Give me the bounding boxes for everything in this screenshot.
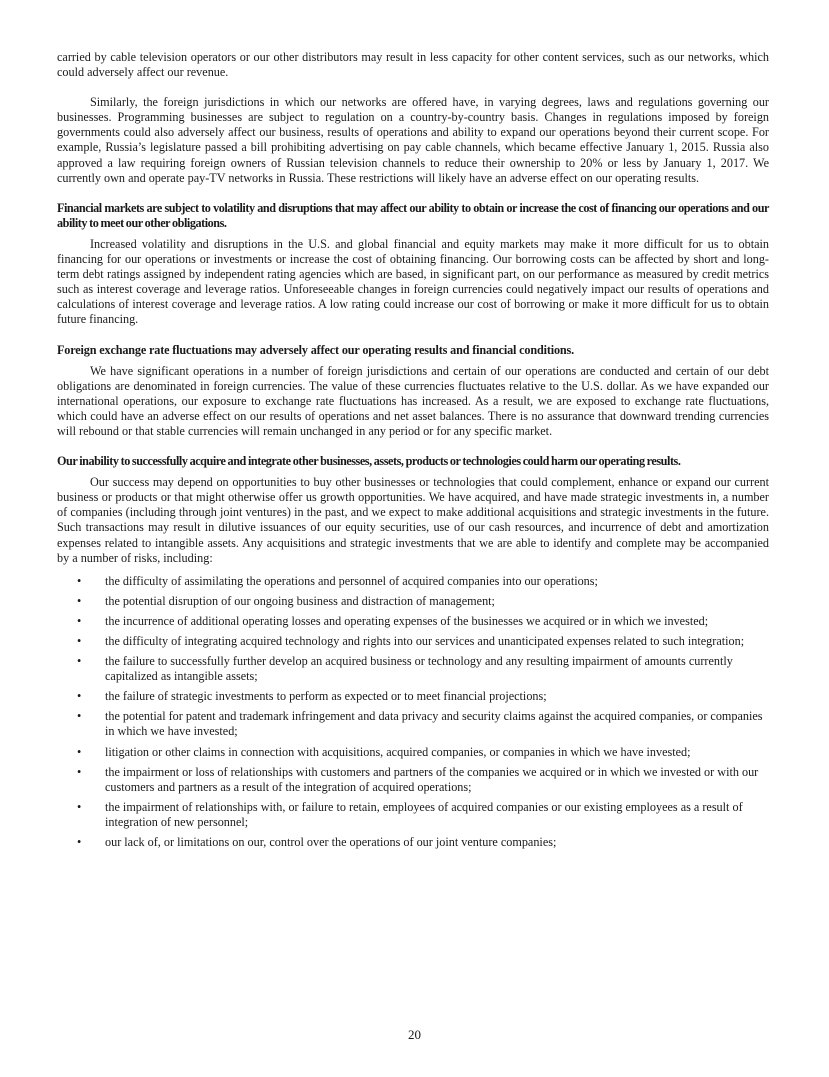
section-body-acquisitions: Our success may depend on opportunities to buy other businesses or technologies that could complement, enhance or expand our current business or products or that might otherwise offer us growth opportunities. We have acquired, and have made strategic investments in, a number of companies (including through joint ventures) in the past, and we expect to make additional acquisitions and strategic investments in the future. Such transactions may result in dilutive issuances of our equity securities, use of our cash resources, and incurrence of debt and amortization expenses related to intangible assets. Any acquisitions and strategic investments that we are able to identify and complete may be accompanied by a number of risks, including:	[57, 475, 769, 565]
bullet-marker: •	[77, 593, 82, 608]
bullet-marker: •	[77, 654, 82, 669]
list-item	[57, 689, 769, 704]
section-heading-foreign-exchange: Foreign exchange rate fluctuations may adversely affect our operating results and financial conditions.	[57, 342, 575, 357]
list-item-text: litigation or other claims in connection with acquisitions, acquired companies, or companies in which we have invested;	[105, 744, 691, 759]
list-item-text: the difficulty of assimilating the operations and personnel of acquired companies into our operations;	[105, 573, 598, 588]
bullet-marker: •	[77, 799, 82, 814]
bullet-marker: •	[77, 613, 82, 628]
list-item	[57, 835, 769, 850]
document-page	[57, 50, 769, 855]
list-item	[57, 594, 769, 609]
list-item	[57, 574, 769, 589]
list-item-text: the failure to successfully further develop an acquired business or technology and any resulting impairment of amounts currently capitalized as intangible assets;	[105, 654, 733, 684]
list-item-text: the incurrence of additional operating losses and operating expenses of the businesses we acquired or in which we invested;	[105, 613, 709, 628]
risk-bullet-list	[57, 574, 769, 850]
intro-fragment-paragraph: carried by cable television operators or our other distributors may result in less capacity for other content services, such as our networks, which could adversely affect our revenue.	[57, 50, 769, 80]
list-item	[57, 709, 769, 739]
list-item-text: the impairment or loss of relationships with customers and partners of the companies we acquired or in which we invested or with our customers and partners as a result of the integration of acquired operations;	[105, 764, 759, 794]
section-heading-acquisitions: Our inability to successfully acquire and integrate other businesses, assets, products or technologies could harm our operating results.	[57, 454, 681, 469]
bullet-marker: •	[77, 709, 82, 724]
bullet-marker: •	[77, 744, 82, 759]
list-item-text: the impairment of relationships with, or failure to retain, employees of acquired companies or our existing employees as a result of integration of new personnel;	[105, 799, 743, 829]
bullet-marker: •	[77, 764, 82, 779]
bullet-marker: •	[77, 689, 82, 704]
list-item-text: the failure of strategic investments to perform as expected or to meet financial projections;	[105, 689, 547, 704]
bullet-marker: •	[77, 634, 82, 648]
section-heading-financial-markets: Financial markets are subject to volatility and disruptions that may affect our ability to obtain or increase the cost of financing our operations and our ability to meet our other obligations.	[57, 200, 769, 230]
section-body-foreign-exchange: We have significant operations in a number of foreign jurisdictions and certain of our operations are conducted and certain of our debt obligations are denominated in foreign currencies. The value of these currencies fluctuates relative to the U.S. dollar. As we have expanded our international operations, our exposure to exchange rate fluctuations has increased. As a result, we are exposed to exchange rate fluctuations, which could have an adverse effect on our results of operations and net asset balances. There is no assurance that downward trending currencies will rebound or that stable currencies will remain unchanged in any period or for any specific market.	[57, 363, 769, 438]
page-number: 20	[408, 1027, 421, 1042]
bullet-marker: •	[77, 573, 82, 588]
list-item	[57, 634, 769, 649]
bullet-marker: •	[77, 835, 82, 850]
list-item	[57, 765, 769, 795]
list-item	[57, 800, 769, 830]
list-item	[57, 614, 769, 629]
foreign-regulation-paragraph: Similarly, the foreign jurisdictions in which our networks are offered have, in varying degrees, laws and regulations governing our businesses. Programming businesses are subject to regulation on a country-by-country basis. Changes in regulations imposed by foreign governments could also adversely affect our business, results of operations and ability to expand our operations beyond their current scope. For example, Russia’s legislature passed a bill prohibiting advertising on pay cable channels, which became effective January 1, 2015. Russia also approved a law requiring foreign owners of Russian television channels to reduce their ownership to 20% or less by January 1, 2017. We currently own and operate pay-TV networks in Russia. These restrictions will likely have an adverse effect on our operating results.	[57, 95, 769, 185]
list-item-text: the difficulty of integrating acquired technology and rights into our services and unanticipated expenses related to such integration;	[105, 634, 745, 648]
section-body-financial-markets: Increased volatility and disruptions in the U.S. and global financial and equity markets may make it more difficult for us to obtain financing for our operations or investments or increase the cost of obtaining financing. Our borrowing costs can be affected by short and long-term debt ratings assigned by independent rating agencies which are based, in significant part, on our performance as measured by credit metrics such as interest coverage and leverage ratios. Unforeseeable changes in foreign currencies could negatively impact our results of operations and calculations of interest coverage and leverage ratios. A low rating could increase our cost of borrowing or make it more difficult for us to obtain future financing.	[57, 236, 769, 327]
list-item-text: the potential for patent and trademark infringement and data privacy and security claims against the acquired companies, or companies in which we have invested;	[105, 709, 763, 739]
list-item-text: the potential disruption of our ongoing business and distraction of management;	[105, 593, 495, 608]
list-item-text: our lack of, or limitations on our, control over the operations of our joint venture companies;	[105, 835, 557, 850]
list-item	[57, 654, 769, 684]
list-item	[57, 745, 769, 760]
